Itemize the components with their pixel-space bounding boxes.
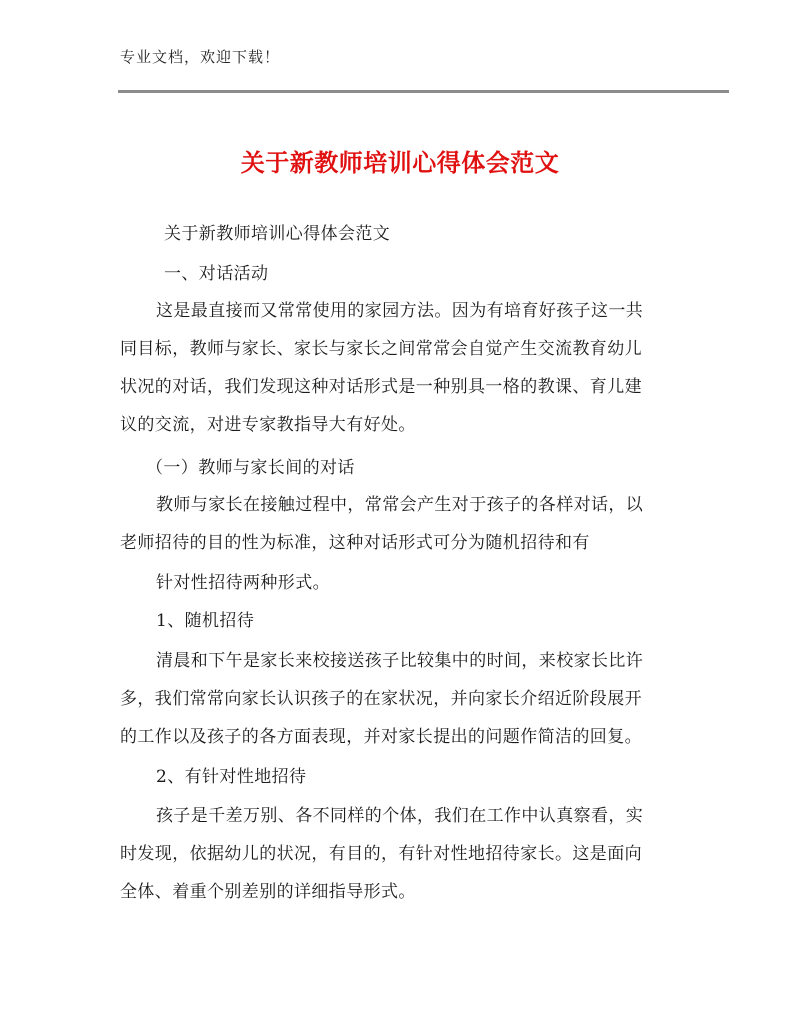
paragraph-line: 孩子是千差万别、各不同样的个体，我们在工作中认真察看，实	[156, 806, 644, 826]
page-header: 专业文档，欢迎下载！	[120, 48, 281, 66]
paragraph-line: 清晨和下午是家长来校接送孩子比较集中的时间，来校家长比许	[156, 651, 644, 671]
paragraph-line: 多，我们常常向家长认识孩子的在家状况，并向家长介绍近阶段展开	[120, 689, 642, 709]
paragraph-line: 状况的对话，我们发现这种对话形式是一种别具一格的教课、育儿建	[120, 377, 642, 397]
section-heading: 一、对话活动	[164, 264, 269, 284]
paragraph-line: 全体、着重个别差别的详细指导形式。	[120, 882, 416, 902]
paragraph-line: 针对性招待两种形式。	[156, 573, 330, 593]
paragraph-line: 时发现，依据幼儿的状况，有目的，有针对性地招待家长。这是面向	[120, 844, 642, 864]
paragraph-line: 议的交流，对进专家教指导大有好处。	[120, 415, 416, 435]
document-title: 关于新教师培训心得体会范文	[240, 149, 560, 177]
paragraph-line: 这是最直接而又常常使用的家园方法。因为有培育好孩子这一共	[156, 301, 644, 321]
paragraph-line: 教师与家长在接触过程中，常常会产生对于孩子的各样对话，以	[156, 495, 644, 515]
subsection-heading: （一）教师与家长间的对话	[146, 458, 355, 478]
item-heading: 1、随机招待	[156, 611, 255, 631]
paragraph-line: 老师招待的目的性为标准，这种对话形式可分为随机招待和有	[120, 533, 590, 553]
item-heading: 2、有针对性地招待	[156, 767, 307, 787]
paragraph-line: 的工作以及孩子的各方面表现，并对家长提出的问题作简洁的回复。	[120, 727, 642, 747]
document-subtitle: 关于新教师培训心得体会范文	[164, 224, 391, 244]
header-divider	[118, 90, 729, 93]
paragraph-line: 同目标，教师与家长、家长与家长之间常常会自觉产生交流教育幼儿	[120, 339, 642, 359]
